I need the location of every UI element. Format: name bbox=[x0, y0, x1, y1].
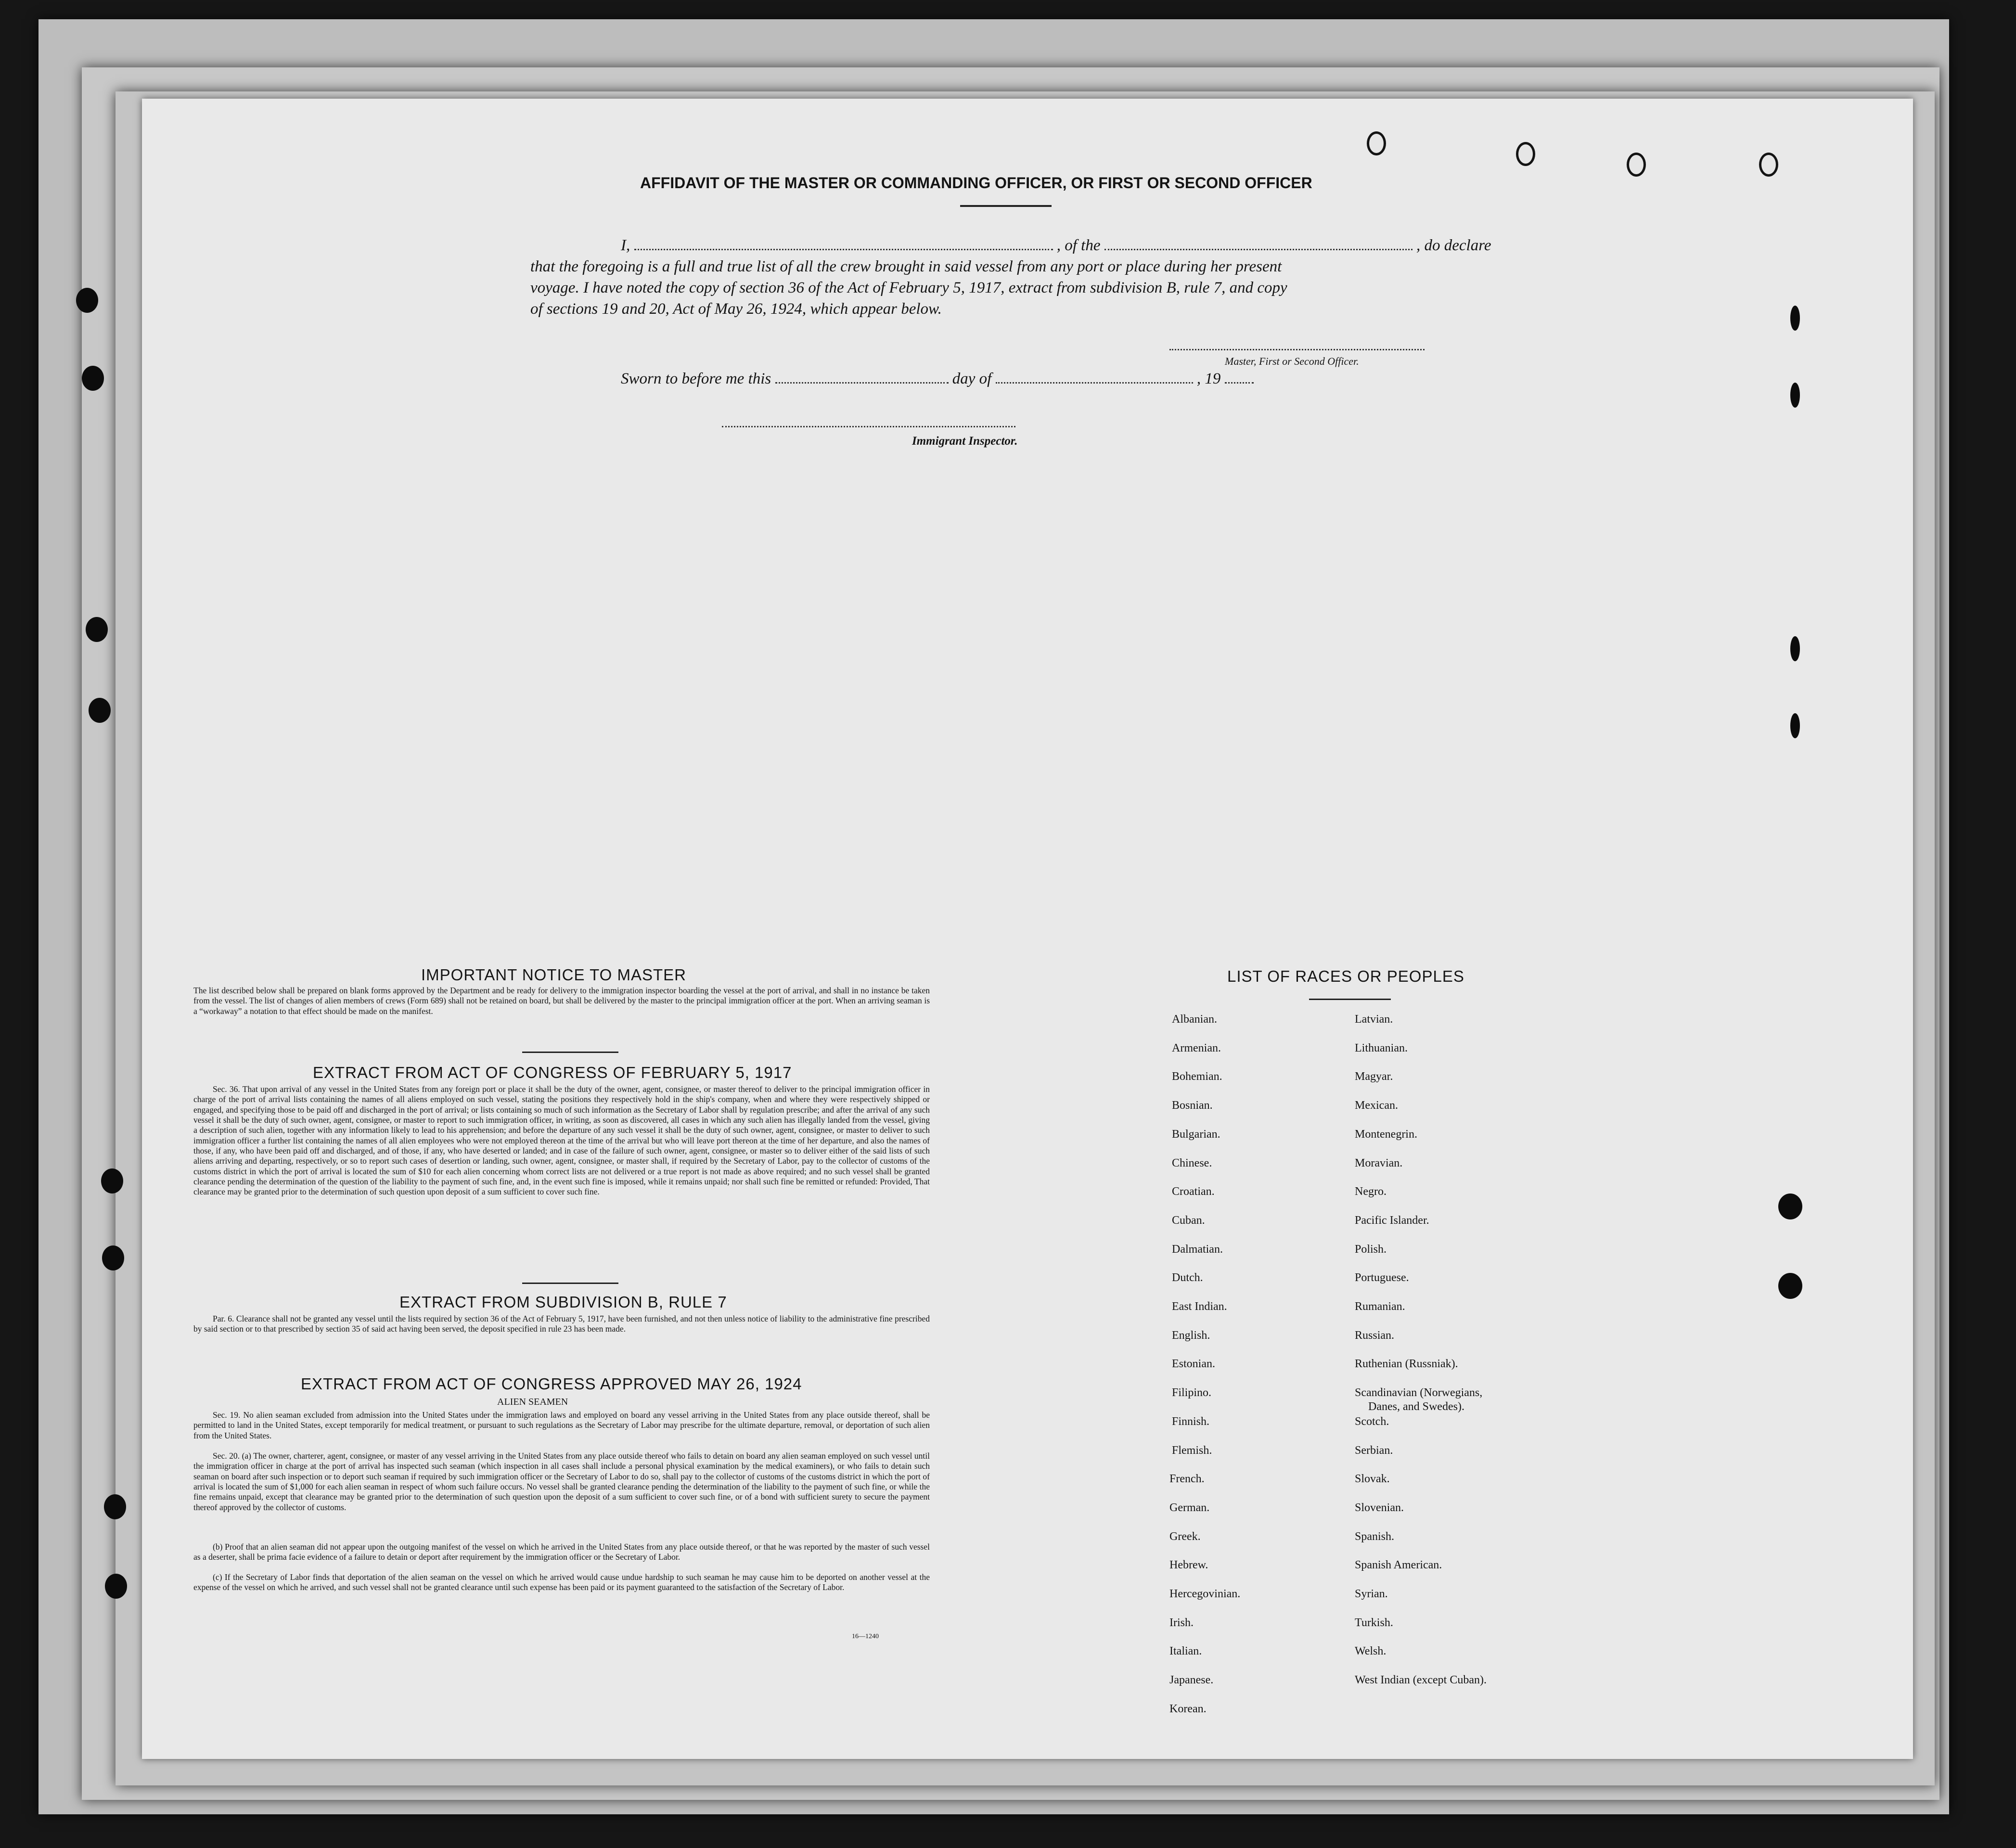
punch-hole-icon bbox=[102, 1245, 124, 1270]
race-item: Dalmatian. bbox=[1172, 1243, 1223, 1256]
ring-hole-icon bbox=[1367, 131, 1386, 155]
ring-hole-icon bbox=[1627, 153, 1646, 177]
punch-hole-icon bbox=[89, 698, 111, 723]
punch-hole-icon bbox=[76, 288, 98, 313]
extract-1924-section-20a: Sec. 20. (a) The owner, charterer, agent, consignee, or master of any vessel arriving in the United States from any place outside thereof who fails to detain on board any alien seaman employed on such vessel until the immigration officer in charge at the port of arrival has inspected such seaman (which inspection in all cases shall include a personal physical examination by the medical examiners), or who fails to detain such seaman on board after such inspection or to deport such seaman if required by such immigration officer or the Secretary of Labor to do so, shall pay to the collector of customs of the customs district in which the port of arrival is located the sum of $1,000 for each alien seaman in respect of whom such failure occurs. No vessel shall be granted clearance pending the determination of the liability to the payment of such fine, or while the fine remains unpaid, except that clearance may be granted prior to the determination of such question upon the deposit of a sum sufficient to cover such fine, or of a bond with sufficient surety to secure the payment thereof approved by the collector of customs. bbox=[193, 1451, 930, 1512]
affidavit-title: AFFIDAVIT OF THE MASTER OR COMMANDING OFFICER, OR FIRST OR SECOND OFFICER bbox=[640, 174, 1312, 192]
race-item: Turkish. bbox=[1355, 1616, 1393, 1629]
race-item: Lithuanian. bbox=[1355, 1041, 1408, 1054]
race-item: Welsh. bbox=[1355, 1645, 1387, 1658]
races-title: LIST OF RACES OR PEOPLES bbox=[1227, 967, 1464, 985]
subdivision-b-title: EXTRACT FROM SUBDIVISION B, RULE 7 bbox=[399, 1293, 727, 1311]
punch-hole-icon bbox=[105, 1574, 127, 1599]
race-item: Serbian. bbox=[1355, 1444, 1393, 1457]
affidavit-declaration-line bbox=[578, 235, 1491, 256]
divider bbox=[1309, 999, 1391, 1000]
race-item: Korean. bbox=[1169, 1702, 1207, 1715]
extract-1924-subtitle: ALIEN SEAMEN bbox=[497, 1397, 568, 1407]
race-item: Magyar. bbox=[1355, 1070, 1393, 1083]
race-item: Greek. bbox=[1169, 1530, 1201, 1543]
extract-1924-section-20b: (b) Proof that an alien seaman did not appear upon the outgoing manifest of the vessel on which he arrived in the United States from any place outside thereof, or that he was reported by the master of such vessel as a deserter, shall be prima facie evidence of a failure to detain or deport after requirement by the immigration officer or the Secretary of Labor. bbox=[193, 1542, 930, 1562]
race-item: Cuban. bbox=[1172, 1214, 1205, 1227]
race-item: Bosnian. bbox=[1172, 1099, 1213, 1112]
sworn-month-field[interactable] bbox=[996, 382, 1193, 384]
race-item: Montenegrin. bbox=[1355, 1128, 1417, 1141]
race-item: English. bbox=[1172, 1329, 1210, 1342]
extract-1917-body: Sec. 36. That upon arrival of any vessel in the United States from any foreign port or place it shall be the duty of the owner, agent, consignee, or master thereof to deliver to the principal immigration officer in charge of the port of arrival lists containing the names of all aliens employed on such vessel, stating the positions they respectively hold in the ship's company, when and where they were respectively shipped or engaged, and specifying those to be paid off and discharged in the port of arrival; or lists containing so much of such information as the Secretary of Labor shall by regulation prescribe; and after the arrival of any such vessel it shall be the duty of such owner, agent, consignee, or master to report to such immigration officer, in writing, as soon as discovered, all cases in which any such alien has illegally landed from the vessel, giving a description of such alien, together with any information likely to lead to his apprehension; and before the departure of any such vessel it shall be the duty of such owner, agent, consignee, or master to deliver to such immigration officer a further list containing the names of all alien employees who were not employed thereon at the time of the arrival but who will leave port thereon at the time of her departure, and also the names of those, if any, who have been paid off and discharged, and of those, if any, who have deserted or landed; and in case of the failure of such owner, agent, consignee, or master so to deliver either of the said lists of such aliens arriving and departing, respectively, or so to report such cases of desertion or landing, such owner, agent, consignee, or master shall, if required by the Secretary of Labor, pay to the collector of customs of the customs district in which the port of arrival is located the sum of $10 for each alien concerning whom correct lists are not delivered or a true report is not made as above required; and no such vessel shall be granted clearance pending the determination of the question of the liability to the payment of such fine, and, in the event such fine is imposed, while it remains unpaid; nor shall such fine be remitted or refunded: Provided, That clearance may be granted prior to the determination of such question upon deposit of a sum sufficient to cover such fine. bbox=[193, 1084, 930, 1197]
year-label: , 19 bbox=[1196, 370, 1221, 387]
master-name-field[interactable] bbox=[634, 249, 1053, 250]
race-item: Slovak. bbox=[1355, 1473, 1390, 1486]
ring-hole-icon bbox=[1759, 153, 1778, 177]
race-item: Bulgarian. bbox=[1172, 1128, 1220, 1141]
race-item: French. bbox=[1169, 1473, 1205, 1486]
punch-hole-icon bbox=[101, 1168, 123, 1194]
master-signature-field[interactable] bbox=[1169, 349, 1425, 350]
race-item: Rumanian. bbox=[1355, 1300, 1405, 1313]
race-item: Bohemian. bbox=[1172, 1070, 1222, 1083]
race-item: Syrian. bbox=[1355, 1588, 1388, 1600]
race-item: Latvian. bbox=[1355, 1013, 1393, 1026]
race-item: Hercegovinian. bbox=[1169, 1588, 1241, 1600]
ring-hole-icon bbox=[1516, 142, 1535, 166]
punch-hole-icon bbox=[1790, 383, 1800, 408]
race-item: Chinese. bbox=[1172, 1156, 1212, 1169]
affidavit-text-line: voyage. I have noted the copy of section 36 of the Act of February 5, 1917, extract from subdivision B, rule 7, and copy bbox=[530, 279, 1287, 296]
race-item: Russian. bbox=[1355, 1329, 1395, 1342]
race-item: Slovenian. bbox=[1355, 1501, 1404, 1514]
race-item: Ruthenian (Russniak). bbox=[1355, 1358, 1458, 1371]
race-item: Pacific Islander. bbox=[1355, 1214, 1429, 1227]
race-item: Danes, and Swedes). bbox=[1368, 1400, 1464, 1413]
affidavit-text-line: that the foregoing is a full and true list of all the crew brought in said vessel from any port or place during her present bbox=[530, 258, 1282, 275]
sworn-line bbox=[578, 368, 1254, 389]
race-item: Estonian. bbox=[1172, 1358, 1215, 1371]
extract-1924-title: EXTRACT FROM ACT OF CONGRESS APPROVED MAY 26, 1924 bbox=[301, 1375, 802, 1393]
extract-1924-section-20c: (c) If the Secretary of Labor finds that deportation of the alien seaman on the vessel on which he arrived would cause undue hardship to such seaman he may cause him to be deported on another vessel at the expense of the vessel on which he arrived, and such vessel shall not be granted clearance until such expense has been paid or its payment guaranteed to the satisfaction of the Secretary of Labor. bbox=[193, 1572, 930, 1592]
affidavit-i-label: I, bbox=[621, 237, 630, 254]
race-item: Moravian. bbox=[1355, 1156, 1403, 1169]
race-item: Negro. bbox=[1355, 1185, 1387, 1198]
race-item: West Indian (except Cuban). bbox=[1355, 1674, 1487, 1687]
race-item: Filipino. bbox=[1172, 1386, 1212, 1399]
punch-hole-icon bbox=[1790, 713, 1800, 738]
race-item: Italian. bbox=[1169, 1645, 1202, 1658]
notice-body: The list described below shall be prepared on blank forms approved by the Department and be ready for delivery to the immigration inspector boarding the vessel at the port of arrival, and shall in no instance be taken from the vessel. The list of changes of alien members of crews (Form 689) shall not be retained on board, but shall be delivered by the master to the principal immigration officer at the port. When an arriving seaman is a “workaway” a notation to that effect should be made on the manifest. bbox=[193, 986, 930, 1016]
divider bbox=[522, 1283, 618, 1284]
sworn-day-field[interactable] bbox=[775, 382, 949, 384]
race-item: Scandinavian (Norwegians, bbox=[1355, 1386, 1483, 1399]
sworn-label: Sworn to before me this bbox=[621, 370, 771, 387]
document-page bbox=[142, 99, 1913, 1759]
affidavit-of-the-label: , of the bbox=[1056, 237, 1101, 254]
affidavit-text-line: of sections 19 and 20, Act of May 26, 1924, which appear below. bbox=[530, 300, 942, 318]
divider bbox=[522, 1052, 618, 1053]
punch-hole-icon bbox=[104, 1494, 126, 1519]
race-item: German. bbox=[1169, 1501, 1210, 1514]
race-item: Mexican. bbox=[1355, 1099, 1398, 1112]
divider bbox=[960, 205, 1052, 207]
punch-hole-icon bbox=[82, 366, 104, 391]
punch-hole-icon bbox=[1778, 1194, 1802, 1219]
inspector-signature-field[interactable] bbox=[722, 426, 1015, 427]
race-item: Polish. bbox=[1355, 1243, 1387, 1256]
punch-hole-icon bbox=[1778, 1273, 1802, 1299]
race-item: Japanese. bbox=[1169, 1674, 1214, 1687]
race-item: Scotch. bbox=[1355, 1415, 1389, 1428]
extract-1917-title: EXTRACT FROM ACT OF CONGRESS OF FEBRUARY 5, 1917 bbox=[313, 1064, 792, 1081]
notice-title: IMPORTANT NOTICE TO MASTER bbox=[421, 966, 687, 984]
race-item: Flemish. bbox=[1172, 1444, 1212, 1457]
punch-hole-icon bbox=[1790, 636, 1800, 661]
race-item: Hebrew. bbox=[1169, 1559, 1208, 1572]
day-of-label: day of bbox=[952, 370, 992, 387]
race-item: Irish. bbox=[1169, 1616, 1194, 1629]
inspector-signature-label: Immigrant Inspector. bbox=[912, 435, 1018, 448]
race-item: Finnish. bbox=[1172, 1415, 1210, 1428]
race-item: Armenian. bbox=[1172, 1041, 1221, 1054]
race-item: Spanish. bbox=[1355, 1530, 1395, 1543]
sworn-year-field[interactable] bbox=[1225, 382, 1254, 384]
form-number: 16—1240 bbox=[852, 1633, 879, 1640]
race-item: Croatian. bbox=[1172, 1185, 1215, 1198]
race-item: Albanian. bbox=[1172, 1013, 1217, 1026]
race-item: Dutch. bbox=[1172, 1271, 1203, 1284]
extract-1924-section-19: Sec. 19. No alien seaman excluded from admission into the United States under the immigration laws and employed on board any vessel arriving in the United States from any place outside thereof, shall be permitted to land in the United States, except temporarily for medical treatment, or pursuant to such regulations as the Secretary of Labor may prescribe for the ultimate departure, removal, or deportation of such alien from the United States. bbox=[193, 1410, 930, 1440]
race-item: East Indian. bbox=[1172, 1300, 1227, 1313]
punch-hole-icon bbox=[1790, 306, 1800, 331]
race-item: Portuguese. bbox=[1355, 1271, 1409, 1284]
master-signature-label: Master, First or Second Officer. bbox=[1225, 355, 1359, 367]
vessel-name-field[interactable] bbox=[1104, 249, 1412, 250]
subdivision-b-body: Par. 6. Clearance shall not be granted any vessel until the lists required by section 36 of the Act of February 5, 1917, have been furnished, and not then unless notice of liability to the administrative fine prescribed by said section or to that prescribed by section 35 of said act having been served, the deposit specified in rule 23 has been made. bbox=[193, 1314, 930, 1334]
race-item: Spanish American. bbox=[1355, 1559, 1442, 1572]
affidavit-declare-label: , do declare bbox=[1416, 237, 1491, 254]
punch-hole-icon bbox=[86, 617, 108, 642]
